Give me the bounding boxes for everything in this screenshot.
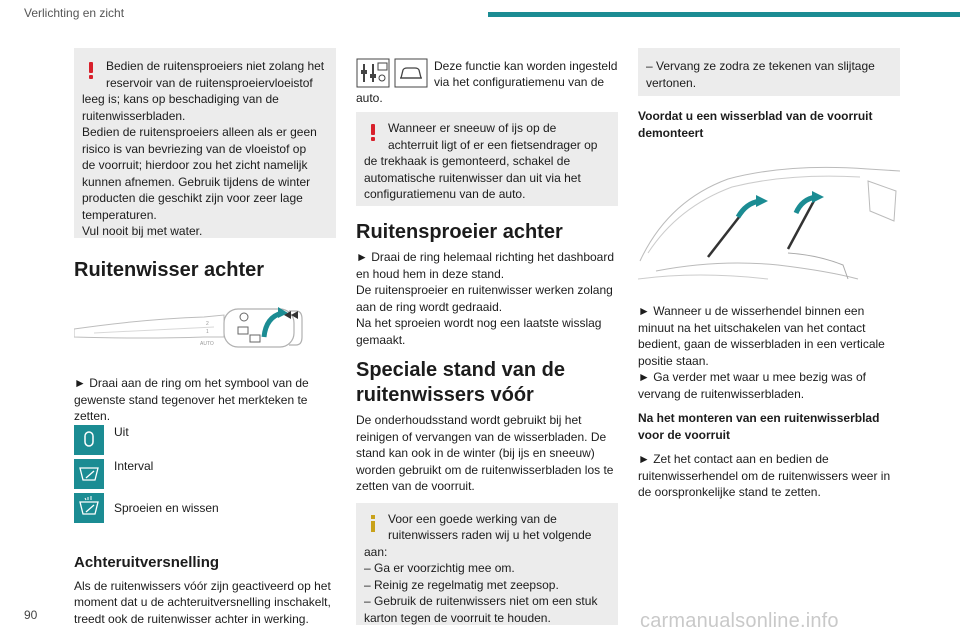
- svg-text:AUTO: AUTO: [200, 341, 214, 347]
- service-line: zetten van de voorruit.: [356, 479, 475, 493]
- warning-exclamation-icon: [370, 124, 376, 141]
- info-line: karton tegen de voorruit te houden.: [364, 610, 551, 625]
- config-line: auto.: [356, 91, 383, 105]
- rear-washer-line: gemaakt.: [356, 332, 406, 347]
- svg-text:1: 1: [206, 329, 209, 335]
- rear-washer-line: en houd hem in deze stand.: [356, 266, 505, 281]
- rear-washer-line: ► Draai de ring helemaal richting het dashboard: [356, 250, 615, 264]
- config-menu-icon: [356, 58, 390, 88]
- header-accent-bar: [488, 12, 960, 17]
- heading-before-removal: Voordat u een wisserblad van de voorruit: [638, 109, 873, 123]
- warning-line: Bedien de ruitensproeiers alleen als er geen: [82, 125, 317, 139]
- config-line: Deze functie kan worden ingesteld: [434, 59, 618, 73]
- heading-rear-wiper: Ruitenwisser achter: [74, 259, 265, 281]
- service-line: reinigen of vervangen van de wisserbladen. De: [356, 429, 607, 444]
- warning-exclamation-icon: [88, 62, 94, 79]
- warning-line: Vul nooit bij met water.: [82, 224, 203, 238]
- removal-line: ► Wanneer u de wisserhendel binnen een: [638, 304, 865, 318]
- reverse-line: moment dat u de achteruitversnelling inschakelt,: [74, 595, 331, 609]
- column-middle: [356, 48, 618, 625]
- warning-line: temperaturen.: [82, 207, 157, 222]
- warning-line: de voorruit; hierdoor zou het zicht namelijk: [82, 158, 308, 172]
- tip-line: – Vervang ze zodra ze tekenen van slijtage: [646, 59, 875, 73]
- service-line: worden gebruikt om de ruitenwisserbladen los te: [356, 462, 614, 477]
- warning-line: reservoir van de ruitensproeiervloeistof: [106, 75, 313, 90]
- mode-label: Interval: [114, 458, 154, 473]
- rear-washer-line: De ruitensproeier en ruitenwisser werken zolang: [356, 283, 613, 297]
- refit-line: ruitenwisserhendel om de ruitenwissers weer in: [638, 468, 891, 483]
- heading-rear-washer: Ruitensproeier achter: [356, 221, 563, 243]
- watermark: carmanualsonline.info: [640, 610, 839, 632]
- instruction-line: zetten.: [74, 409, 111, 423]
- info-box-care: [356, 503, 618, 625]
- page-number: 90: [24, 608, 38, 622]
- warning-line: automatische ruitenwisser dan uit via het: [364, 170, 581, 185]
- heading-after-fitting: Na het monteren van een ruitenwisserblad: [638, 411, 880, 425]
- info-icon: [370, 515, 376, 532]
- mode-label: Uit: [114, 424, 129, 439]
- rear-washer-line: Na het sproeien wordt nog een laatste wisslag: [356, 316, 602, 330]
- info-line: – Ga er voorzichtig mee om.: [364, 561, 515, 575]
- heading-service-position: ruitenwissers vóór: [356, 384, 534, 406]
- removal-line: positie staan.: [638, 353, 709, 368]
- reverse-line: treedt ook de ruitenwisser achter in werking.: [74, 611, 309, 626]
- refit-line: ► Zet het contact aan en bedien de: [638, 452, 829, 466]
- stalk-illustration: [74, 297, 336, 359]
- warning-line: kunnen afnemen. Gebruik tijdens de winter: [82, 174, 311, 189]
- heading-before-removal: demonteert: [638, 125, 704, 140]
- instruction-line: gewenste stand tegenover het merkteken te: [74, 392, 308, 407]
- car-settings-icon: [394, 58, 428, 88]
- heading-after-fitting: voor de voorruit: [638, 427, 731, 442]
- warning-line: Wanneer er sneeuw of ijs op de: [388, 121, 557, 135]
- removal-line: vervang de ruitenwisserbladen.: [638, 386, 805, 401]
- config-line: via het configuratiemenu van de: [434, 75, 605, 89]
- header-section-title: Verlichting en zicht: [24, 6, 125, 20]
- service-line: stand kan ook in de winter (bij ijs en sneeuw): [356, 446, 595, 460]
- info-line: aan:: [364, 544, 388, 559]
- removal-line: ► Ga verder met waar u mee bezig was of: [638, 370, 866, 384]
- warning-line: ruitenwisserbladen.: [82, 108, 186, 123]
- svg-text:2: 2: [206, 321, 209, 327]
- mode-label: Sproeien en wissen: [114, 500, 219, 515]
- warning-line: Bedien de ruitensproeiers niet zolang het: [106, 59, 325, 73]
- info-line: ruitenwissers raden wij u het volgende: [388, 528, 592, 542]
- mode-row-off: [74, 425, 336, 458]
- tip-line: vertonen.: [646, 75, 697, 90]
- instruction-line: ► Draai aan de ring om het symbool van de: [74, 376, 309, 390]
- removal-line: bedient, gaan de wisserbladen in een verticale: [638, 337, 885, 351]
- reverse-line: Als de ruitenwissers vóór zijn geactiveerd op het: [74, 578, 331, 593]
- rear-washer-line: aan de ring wordt gedraaid.: [356, 299, 503, 314]
- info-line: – Gebruik de ruitenwissers niet om een stuk: [364, 594, 598, 608]
- info-line: – Reinig ze regelmatig met zeepsop.: [364, 577, 559, 592]
- warning-line: achterruit ligt of er een fietsendrager op: [388, 137, 598, 152]
- column-left: [74, 48, 336, 627]
- warning-box-snow: [356, 112, 618, 206]
- heading-service-position: Speciale stand van de: [356, 359, 565, 381]
- column-right: [638, 48, 900, 501]
- warning-line: de trekhaak is gemonteerd, schakel de: [364, 154, 571, 168]
- info-line: Voor een goede werking van de: [388, 511, 557, 526]
- warning-line: leeg is; kans op beschadiging van de: [82, 92, 279, 106]
- off-mode-icon: [74, 425, 104, 455]
- refit-line: de oorspronkelijke stand te zetten.: [638, 485, 821, 499]
- windshield-illustration: [638, 161, 900, 297]
- interval-wiper-icon: [74, 459, 104, 489]
- warning-line: risico is van bevriezing van de vloeistof op: [82, 141, 307, 156]
- mode-row-interval: [74, 459, 336, 492]
- warning-line: producten die geschikt zijn voor zeer lage: [82, 191, 303, 205]
- service-line: De onderhoudsstand wordt gebruikt bij het: [356, 413, 582, 427]
- warning-line: configuratiemenu van de auto.: [364, 187, 526, 201]
- tip-box-replace: [638, 48, 900, 96]
- subheading-reverse: Achteruitversnelling: [74, 553, 220, 571]
- warning-box-washer: [74, 48, 336, 238]
- wash-wipe-icon: [74, 493, 104, 523]
- mode-row-wash: [74, 493, 336, 526]
- removal-line: minuut na het uitschakelen van het contact: [638, 320, 866, 335]
